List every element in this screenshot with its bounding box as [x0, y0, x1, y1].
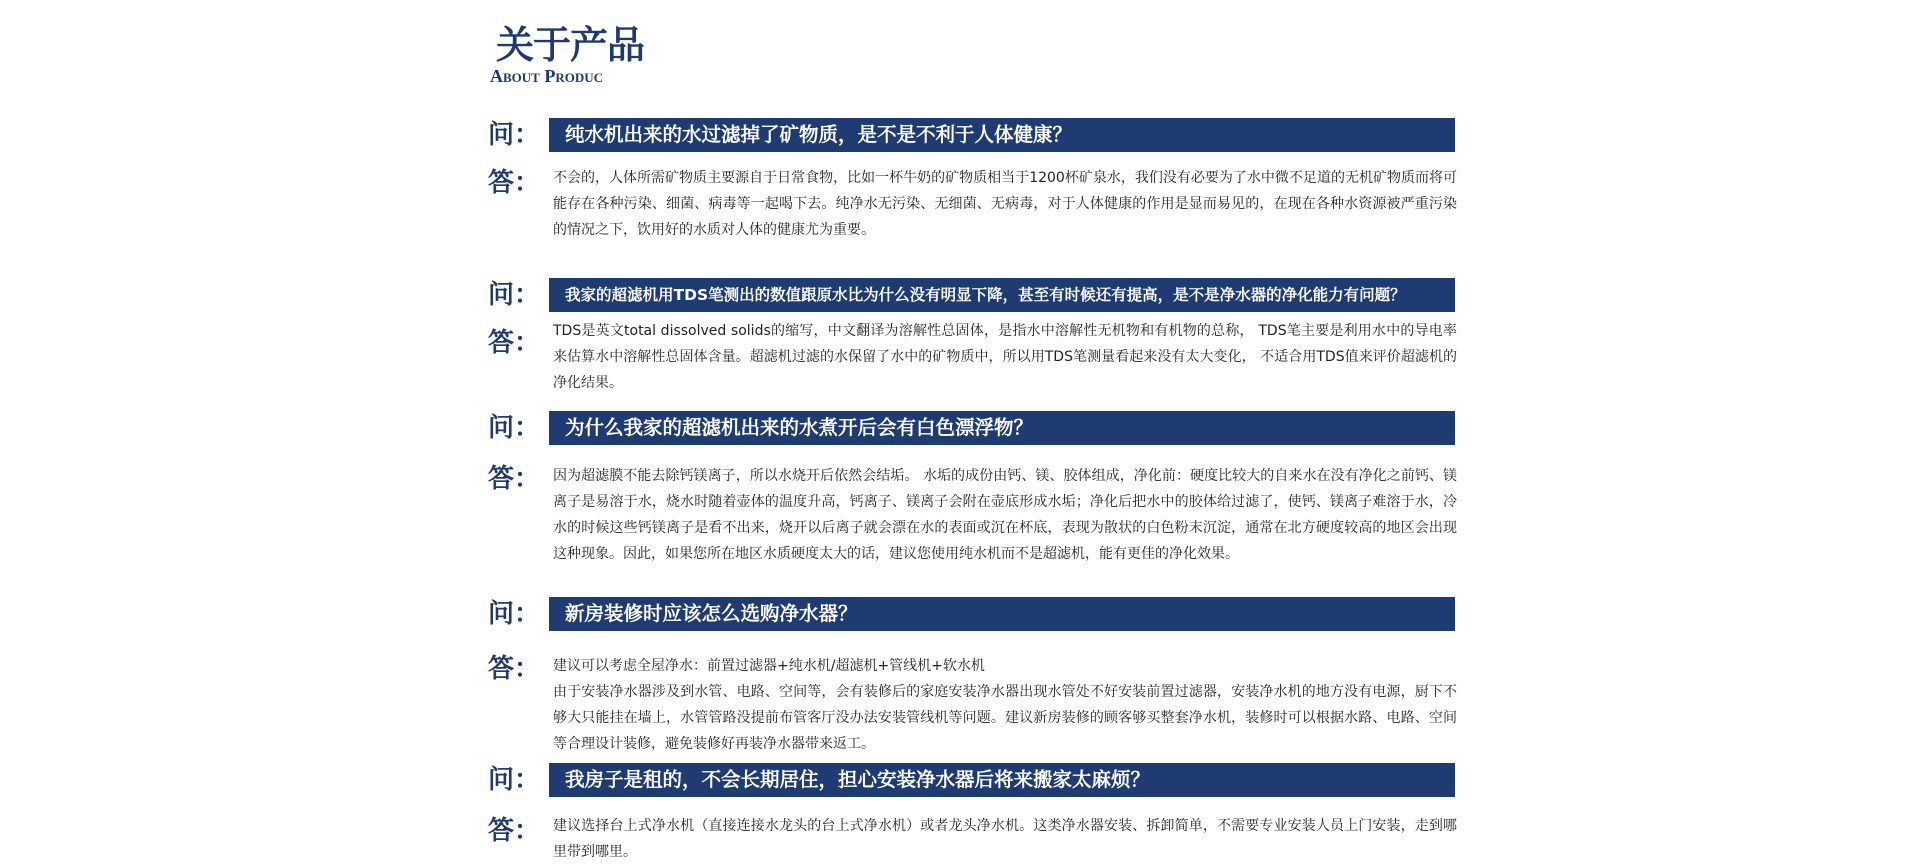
answer-paragraph: 因为超滤膜不能去除钙镁离子，所以水烧开后依然会结垢。 水垢的成份由钙、镁、胶体组成，净化前：硬度比较大的自来水在没有净化之前钙、镁离子是易溶于水，烧水时随着壶体的温度升高，钙离子、镁离子会附在壶底形成水垢；净化后把水中的胶体给过滤了，使钙、镁离子难溶于水，冷水的时候这些钙镁离子是看不出来，烧开以后离子就会漂在水的表面或沉在杯底，表现为散状的白色粉末沉淀，通常在北方硬度较高的地区会出现这种现象。因此，如果您所在地区水质硬度太大的话，建议您使用纯水机而不是超滤机，能有更佳的净化效果。: [553, 468, 1457, 562]
section-title-en: About Produc: [490, 66, 604, 86]
answer-paragraph: 不会的，人体所需矿物质主要源自于日常食物，比如一杯牛奶的矿物质相当于1200杯矿泉水，我们没有必要为了水中微不足道的无机矿物质而将可能存在各种污染、细菌、病毒等一起喝下去。纯净水无污染、无细菌、无病毒，对于人体健康的作用是显而易见的，在现在各种水资源被严重污染的情况之下，饮用好的水质对人体的健康尤为重要。: [553, 170, 1457, 238]
section-title-cn: 关于产品: [496, 22, 645, 67]
answer-text-3: [553, 463, 1457, 567]
question-bar-4: 新房装修时应该怎么选购净水器？: [549, 597, 1455, 631]
question-bar-2: 我家的超滤机用TDS笔测出的数值跟原水比为什么没有明显下降，甚至有时候还有提高，是不是净水器的净化能力有问题？: [549, 278, 1455, 312]
question-bar-1: 纯水机出来的水过滤掉了矿物质，是不是不利于人体健康？: [549, 118, 1455, 152]
answer-paragraph: 由于安装净水器涉及到水管、电路、空间等，会有装修后的家庭安装净水器出现水管处不好安装前置过滤器，安装净水机的地方没有电源，厨下不够大只能挂在墙上，水管管路没提前布管客厅没办法安装管线机等问题。建议新房装修的顾客够买整套净水机，装修时可以根据水路、电路、空间等合理设计装修，避免装修好再装净水器带来返工。: [553, 684, 1457, 752]
answer-paragraph: 建议可以考虑全屋净水：前置过滤器+纯水机/超滤机+管线机+软水机: [553, 658, 985, 674]
question-label: 问：: [488, 413, 541, 443]
question-bar-3: 为什么我家的超滤机出来的水煮开后会有白色漂浮物？: [549, 411, 1455, 445]
answer-paragraph: TDS是英文total dissolved solids的缩写，中文翻译为溶解性总固体，是指水中溶解性无机物和有机物的总称， TDS笔主要是利用水中的导电率来估算水中溶解性总固体含量。超滤机过滤的水保留了水中的矿物质中，所以用TDS笔测量看起来没有太大变化， 不适合用TDS值来评价超滤机的净化结果。: [553, 323, 1457, 391]
answer-text-1: [553, 165, 1457, 243]
section-header: [490, 22, 644, 86]
question-label: 问：: [488, 765, 541, 795]
answer-text-4: [553, 653, 1457, 757]
answer-paragraph: 建议选择台上式净水机（直接连接水龙头的台上式净水机）或者龙头净水机。这类净水器安装、拆卸简单，不需要专业安装人员上门安装，走到哪里带到哪里。: [553, 818, 1457, 860]
answer-label: 答：: [488, 816, 541, 846]
answer-label: 答：: [488, 654, 541, 684]
answer-label: 答：: [488, 328, 541, 358]
question-bar-5: 我房子是租的，不会长期居住，担心安装净水器后将来搬家太麻烦？: [549, 763, 1455, 797]
answer-text-2: [553, 318, 1457, 396]
question-label: 问：: [488, 120, 541, 150]
answer-label: 答：: [488, 168, 541, 198]
answer-text-5: [553, 813, 1457, 865]
answer-label: 答：: [488, 464, 541, 494]
question-label: 问：: [488, 280, 541, 310]
question-label: 问：: [488, 599, 541, 629]
